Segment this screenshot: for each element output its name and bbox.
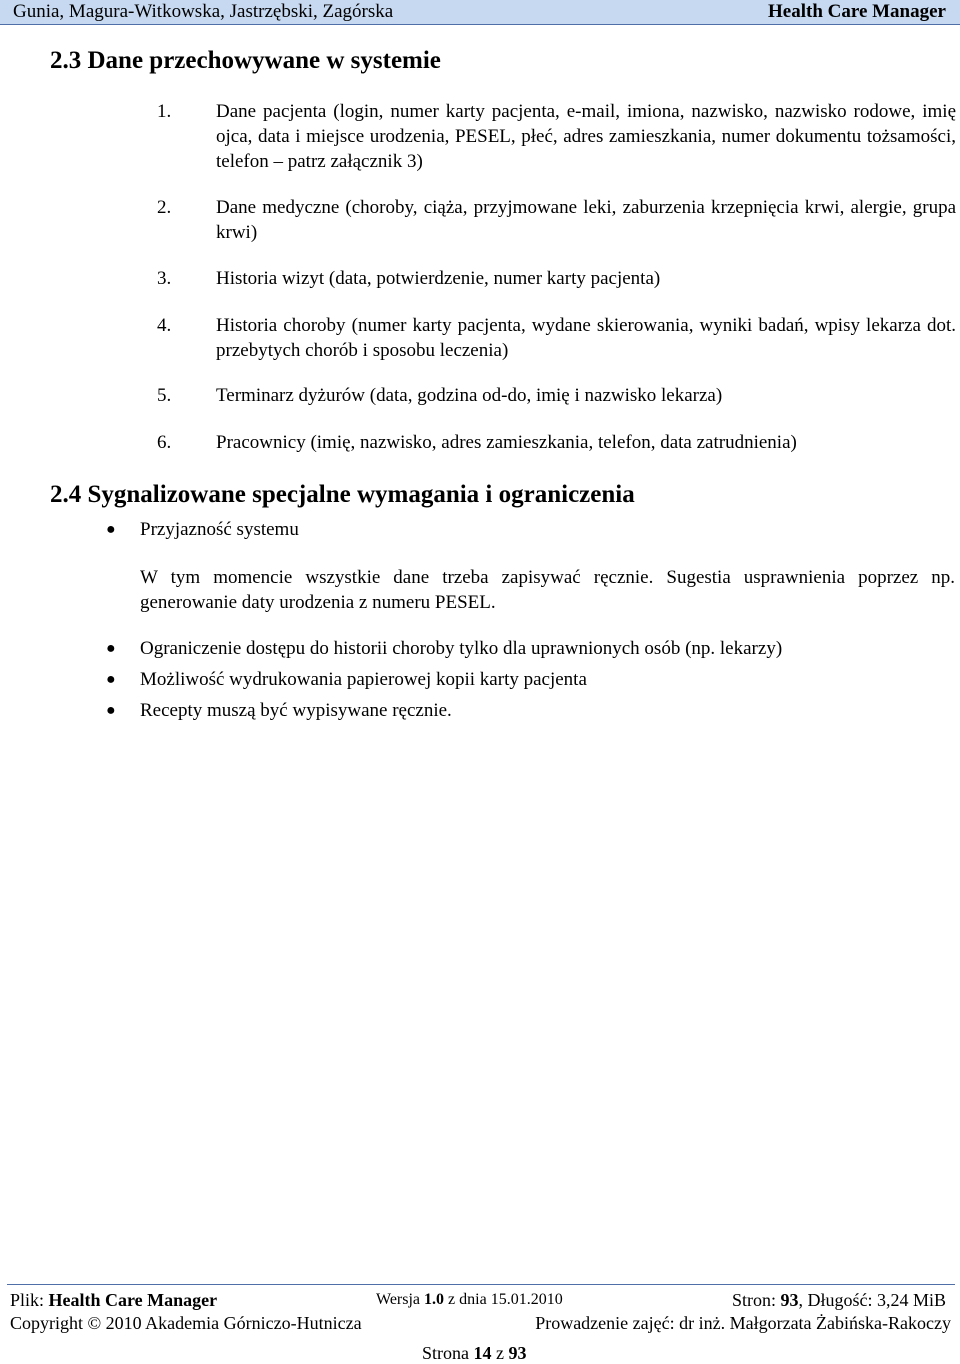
footer-page-current: 14 [473,1343,492,1363]
footer-lecturer: Prowadzenie zajęć: dr inż. Małgorzata Żabińska-Rakoczy [535,1313,951,1333]
footer-size: 3,24 MiB [876,1290,946,1310]
footer-version-label: Wersja [376,1291,421,1308]
list-number: 4. [157,315,172,336]
footer-copyright: Copyright © 2010 Akademia Górniczo-Hutnicza [10,1313,362,1333]
list-text: Historia choroby (numer karty pacjenta, wydane skierowania, wyniki badań, wpisy lekarza dot. przebytych chorób i sposobu leczenia) [216,315,956,361]
footer-file-name: Health Care Manager [48,1290,218,1310]
list-text: Dane medyczne (choroby, ciąża, przyjmowane leki, zaburzenia krzepnięcia krwi, alergie, grupa krwi) [216,197,956,243]
footer-date-label: z dnia [448,1291,487,1308]
footer-page-total: 93 [508,1343,527,1363]
section-number: 2.4 [50,481,82,508]
footer-pages-count: 93 [780,1290,799,1310]
bullet-text: Możliwość wydrukowania papierowej kopii karty pacjenta [140,669,587,690]
bullet-icon: ● [106,702,116,719]
list-number: 5. [157,385,172,406]
bullet-text: Przyjazność systemu [140,519,299,540]
header-authors: Gunia, Magura-Witkowska, Jastrzębski, Zagórska [13,1,394,22]
page-header [0,0,960,25]
list-text: Historia wizyt (data, potwierdzenie, numer karty pacjenta) [216,268,661,289]
section-heading-2-3 [50,46,441,76]
bullet-icon: ● [106,640,116,657]
page-footer [0,1280,960,1361]
note-paragraph: W tym momencie wszystkie dane trzeba zapisywać ręcznie. Sugestia usprawnienia poprzez np. generowanie daty urodzenia z numeru PESEL. [140,567,955,613]
list-number: 3. [157,268,172,289]
footer-version [376,1289,563,1311]
section-heading-2-4 [50,480,635,510]
footer-pages [732,1289,946,1311]
footer-version-number: 1.0 [424,1291,445,1308]
list-number: 6. [157,432,172,453]
bullet-icon: ● [106,521,116,538]
list-text: Terminarz dyżurów (data, godzina od-do, imię i nazwisko lekarza) [216,385,723,406]
header-project: Health Care Manager [768,1,946,22]
footer-pages-label: Stron: [731,1290,776,1310]
footer-page-label: Strona [422,1343,469,1363]
list-number: 2. [157,197,172,218]
footer-divider [7,1284,955,1285]
list-number: 1. [157,101,172,122]
list-text: Pracownicy (imię, nazwisko, adres zamieszkania, telefon, data zatrudnienia) [216,432,797,453]
bullet-text: Ograniczenie dostępu do historii choroby tylko dla uprawnionych osób (np. lekarzy) [140,638,783,659]
section-title: Sygnalizowane specjalne wymagania i ograniczenia [87,481,635,508]
list-text: Dane pacjenta (login, numer karty pacjenta, e-mail, imiona, nazwisko, nazwisko rodowe, imię ojca, data i miejsce urodzenia, PESEL, płeć, adres zamieszkania, numer dokumentu tożsamości, telefon – patrz załącznik 3) [216,101,956,172]
footer-file [10,1289,217,1311]
section-title: Dane przechowywane w systemie [87,47,441,74]
footer-file-label: Plik: [10,1290,45,1310]
bullet-icon: ● [106,671,116,688]
footer-date: 15.01.2010 [490,1291,563,1308]
footer-of-label: z [496,1343,504,1363]
footer-size-label: , Długość: [798,1290,873,1310]
bullet-text: Recepty muszą być wypisywane ręcznie. [140,700,452,721]
section-number: 2.3 [50,47,82,74]
